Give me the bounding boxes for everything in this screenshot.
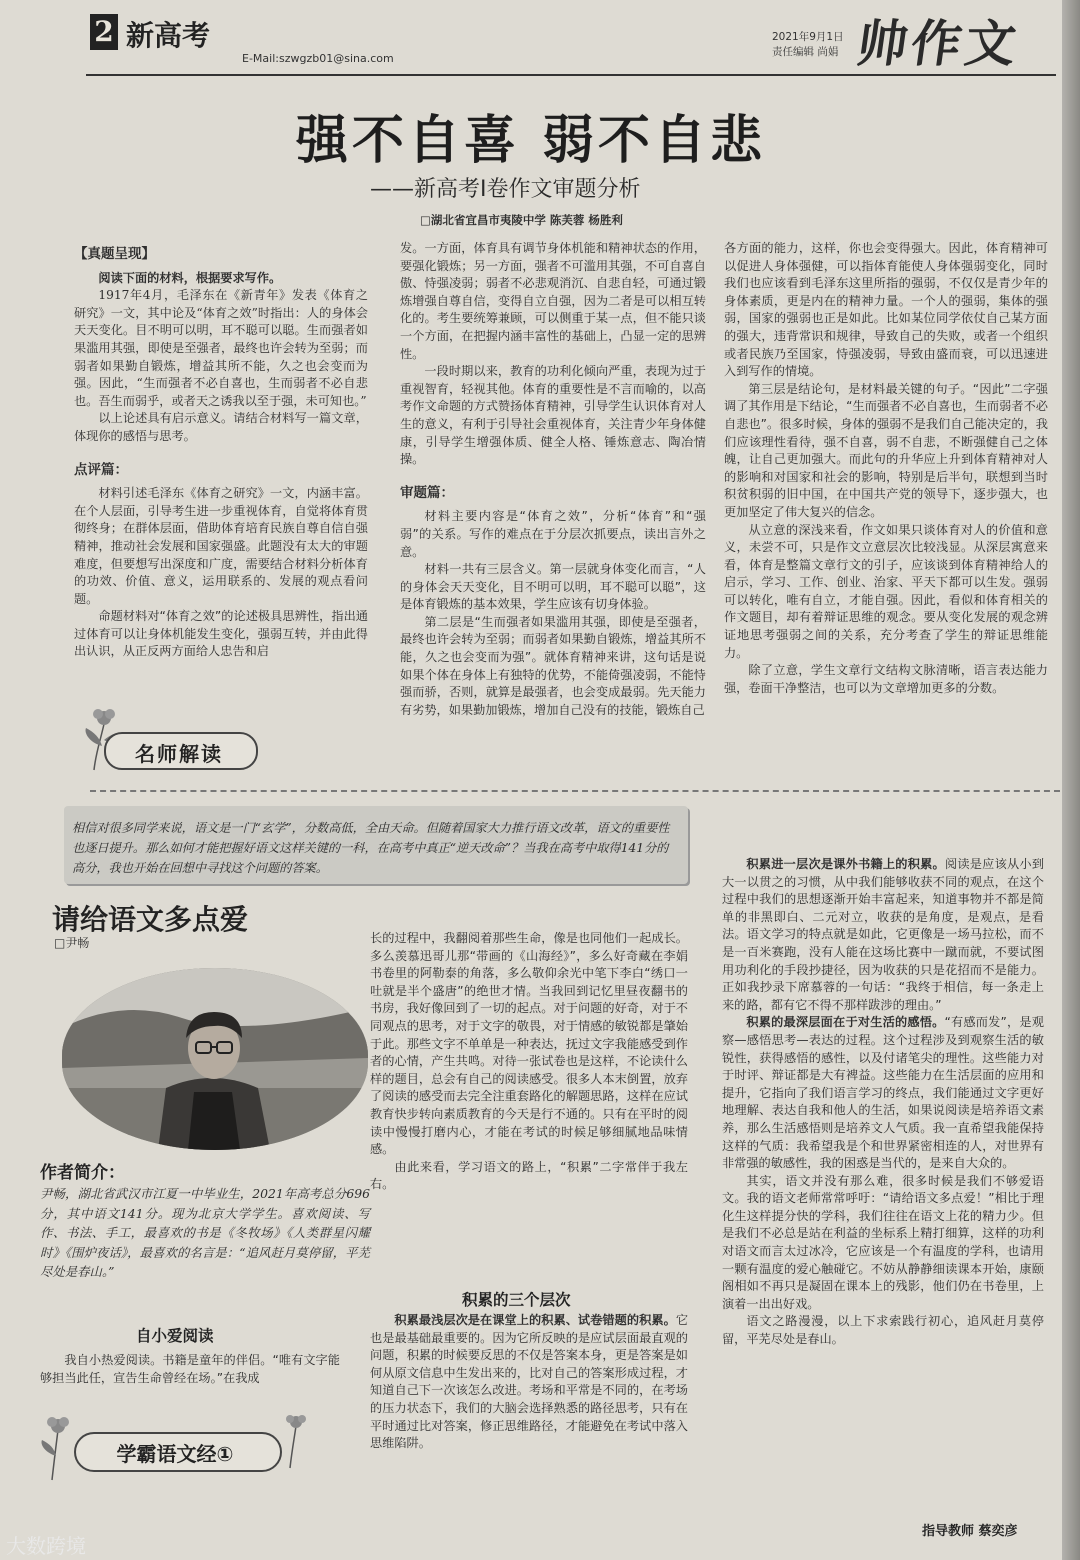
body-text: “有感而发”，是观察—感悟思考—表达的过程。这个过程涉及到观察生活的敏锐性，获得感悟的感性，以及付诸笔尖的理性。这些能力对于时评、辩证都是大有裨益。这些能力在生活层面的应用和提升，它指向了我们语言学习的终点，我们能通过文字更好地理解、表达自我和他人的生活，如果说阅读是培养语文素养，那么生活感悟则是培养文人气质。我一直希望我能保持这样的气质：我希望我是个和世界紧密相连的人，对世界有非常强的敏感性，我的困惑是当代的，是来自大众的。 [722, 1015, 1044, 1171]
article2-left-text [40, 1352, 340, 1387]
body-paragraph [722, 1014, 1044, 1172]
bio-heading: 作者简介： [40, 1163, 125, 1183]
article-author: □湖北省宜昌市夷陵中学 陈芙蓉 杨胜利 [420, 213, 623, 227]
body-paragraph: 材料主要内容是“体育之效”，分析“体育”和“强弱”的关系。写作的难点在于分层次抓要点，读出言外之意。 [400, 509, 706, 559]
body-paragraph: 一段时期以来，教育的功利化倾向严重，表现为过于重视智育，轻视其他。体育的重要性是不言而喻的，以高考作文命题的方式赞扬体育精神，引导学生认识体育对人生的意义，有利于引导社会重视体育，关注青少年身体健康，引导学生增强体质、健全人格、锤炼意志、陶冶情操。 [400, 364, 706, 467]
section-divider [90, 790, 1060, 792]
email: E-Mail:szwgzb01@sina.com [242, 52, 394, 65]
page-edge [1062, 0, 1080, 1560]
body-paragraph: 其实，语文并没有那么难，很多时候是我们不够爱语文。我的语文老师常常呼吁：“请给语文多点爱！”相比于理化生这样提分快的学科，我们往往在语文上花的精力少。但是我们不必总是站在利益的坐标系上精打细算，这样的功利对语文而言太过冰冷，它应该是一个有温度的学科，也请用一颗有温度的爱心触碰它。不妨从静静细读课本开始，康颐阁相如不再只是凝固在课本上的残影，他们仍在书卷里，上演着一出出好戏。 [722, 1173, 1044, 1311]
lead-phrase: 积累最浅层次是在课堂上的积累、试卷错题的积累。 [394, 1313, 676, 1327]
article1-column-2 [400, 240, 706, 719]
body-paragraph: 长的过程中，我翻阅着那些生命，像是也同他们一起成长。多么羡慕迅哥儿那“带画的《山海经》”，多么好奇藏在李娟书卷里的阿勒泰的角落，多么敬仰余光中笔下李白“绣口一吐就是半个盛唐”的绝世才情。当我回到记忆里昼夜翻书的书房，我好像回到了一切的起点。对于问题的好奇，对于不同观点的思考，对于文字的敬畏，对于情感的敏锐都是肇始于此。那些文字不单单是一种表达，抚过文字我能感受到作者的心情，产生共鸣。对待一张试卷也是这样，不论读什么样的题目，总会有自己的阅读感受。很多人本末倒置，放弃了阅读的感受而去完全注重套路化的解题思路，这样在应试教育快步转向素质教育的今天是行不通的。只有在平时的阅读中慢慢打磨内心，才能在考试的时候足够细腻地品味情感。 [370, 931, 688, 1157]
page-number: 2 [90, 14, 118, 50]
editor-text: 责任编辑 尚娟 [772, 46, 839, 58]
prompt-heading: 【真题呈现】 [74, 246, 155, 262]
watermark: 大数跨境 [6, 1534, 86, 1558]
article2-author: □尹畅 [54, 936, 90, 950]
comment-paragraph: 材料引述毛泽东《体育之研究》一文，内涵丰富。在个人层面，引导考生进一步重视体育，自觉将体育贯彻终身；在群体层面，借助体育培育民族自尊自信自强精神，推动社会发展和国家强盛。此题没有太大的审题难度，但要想写出深度和广度，需要结合材料分析体育的功效、价值、意义，运用联系的、发展的观点看问题。 [74, 486, 368, 606]
body-paragraph: 语文之路漫漫，以上下求索践行初心，追风赶月莫停留，平芜尽处是春山。 [722, 1314, 1044, 1347]
comment-paragraph: 命题材料对“体育之效”的论述极具思辨性，指出通过体育可以让身体机能发生变化，强弱互转，并由此得出认识，从正反两方面给人忠告和启 [74, 609, 368, 659]
body-paragraph: 我自小热爱阅读。书籍是童年的伴侣。“唯有文字能够担当此任，宣告生命曾经在场。”在我成 [40, 1353, 340, 1385]
body-paragraph: 除了立意，学生文章行文结构文脉清晰，语言表达能力强，卷面干净整洁，也可以为文章增加更多的分数。 [724, 663, 1048, 695]
body-text: 它也是最基础最重要的。因为它所反映的是应试层面最直观的问题，积累的时候要反思的不仅是答案本身，更是答案是如何从原文信息中生发出来的，比对自己的答案形成过程，才知道自己下一次该怎么改进。考场和平常是不同的，在考场的压力状态下，我们的大脑会选择熟悉的路径思考，只有在平时通过比对答案，修正思维路径，才能避免在考试中落入思维陷阱。 [370, 1313, 688, 1451]
article-title: 强不自喜 弱不自悲 [295, 110, 767, 171]
article2-intro: 相信对很多同学来说，语文是一门“玄学”，分数高低，全由天命。但随着国家大力推行语文改革，语文的重要性也逐日提升。那么如何才能把握好语文这样关键的一科，在高考中真正“逆天改命”？当我在高考中取得141分的高分，我也开始在回想中寻找这个问题的答案。 [72, 821, 670, 875]
subheading-reading: 自小爱阅读 [136, 1327, 214, 1345]
body-paragraph: 材料一共有三层含义。第一层就身体变化而言，“人的身体会天天变化，目不明可以明，耳不聪可以聪”，这是体育锻炼的基本效果，学生应该有切身体验。 [400, 562, 706, 612]
body-paragraph [722, 856, 1044, 1014]
body-paragraph: 发。一方面，体育具有调节身体机能和精神状态的作用，要强化锻炼；另一方面，强者不可滥用其强，不可自喜自傲、恃强凌弱；弱者不必悲观消沉、自悲自轻，可通过锻炼增强自尊自信，变得自立自强，因为二者是可以相互转化的。考生要统筹兼顾，可以侧重于某一点，但不能只谈一个方面，在把握内涵丰富性的基础上，凸显一定的思辨性。 [400, 241, 706, 361]
body-text: 阅读是应该从小到大一以贯之的习惯，从中我们能够收获不同的观点，在这个过程中我们的思想逐渐开始丰富起来，知道事物并不都是简单的非黑即白、二元对立，收获的是角度，是观点，是看法。语文学习的特点就是如此，它更像是一场马拉松，而不是一百米赛跑，没有人能在这场比赛中一蹴而就，不要试图用功利化的手段抄捷径，因为收获的只是花招而不是能力。正如我抄录下席慕蓉的一句话：“我终于相信，每一条走上来的路，都有它不得不那样跋涉的理由。” [722, 857, 1045, 1012]
subheading-levels: 积累的三个层次 [462, 1291, 571, 1309]
lead-phrase: 积累的最深层面在于对生活的感悟。 [746, 1015, 945, 1030]
article-subtitle: ——新高考Ⅰ卷作文审题分析 [370, 177, 641, 202]
article1-column-1 [74, 240, 368, 661]
badge-label: 名师解读 [135, 742, 223, 766]
author-photo [62, 968, 368, 1150]
comment-heading: 点评篇： [74, 461, 128, 478]
article2-middle-column-lower [370, 1312, 688, 1453]
masthead-logo: 帅作文 [853, 14, 1024, 73]
prompt-intro: 阅读下面的材料，根据要求写作。 [98, 270, 282, 285]
review-heading: 审题篇： [400, 484, 454, 501]
body-paragraph: 各方面的能力，这样，你也会变得强大。因此，体育精神可以促进人身体强健，可以指体育能使人身体强弱变化，同时我们也应该看到毛泽东这里所指的强弱，不仅仅是青少年的身体素质，更是内在的精神力量。一个人的强弱，集体的强弱，国家的强弱也正是如此。比如某位同学依仗自己某方面的强大，违背常识和规律，导致自己的失败，或者一个组织或者民族乃至国家，恃强凌弱，导致由盛而衰，可以迅速进入到写作的情境。 [724, 241, 1048, 379]
person-photo [62, 968, 368, 1150]
series-badge [30, 1418, 290, 1488]
date-text: 2021年9月1日 [772, 31, 844, 43]
teacher-reading-badge [74, 702, 264, 772]
article1-column-3 [724, 240, 1048, 697]
body-paragraph [370, 1312, 688, 1453]
issue-date [772, 30, 844, 60]
article2-middle-column [370, 930, 688, 1194]
page-header [86, 8, 1056, 78]
instructor-credit: 指导教师 蔡奕彦 [922, 1524, 1018, 1539]
body-paragraph: 第三层是结论句，是材料最关键的句子。“因此”二字强调了其作用是下结论，“生而强者不必自喜也，生而弱者不必自悲也”。很多时候，身体的强弱不是我们自己能决定的，我们应该理性看待，强不自喜，弱不自悲，不断强健自己之体魄，让自己更加强大。而此句的升华应上升到体育精神对人的影响和对国家和社会的影响，特别是后半句，联想到当时积贫积弱的旧中国，在中国共产党的领导下，逐步强大，也更加坚定了伟大复兴的信念。 [724, 381, 1048, 519]
body-paragraph: 第二层是“生而强者如果滥用其强，即使是至强者，最终也许会转为至弱；而弱者如果勤自锻炼，增益其所不能，久之也会变而为强”。就体育精神来讲，这句话是说如果个体在身体上有独特的优势，不能倚强凌弱，不能恃强而骄，否则，就算是最强者，也会变成最弱。先天能力有劣势，如果勤加锻炼，增加自己没有的技能，锻炼自己 [400, 614, 706, 717]
prompt-text: 1917年4月，毛泽东在《新青年》发表《体育之研究》一文，其中论及“体育之效”时指出：人的身体会天天变化。目不明可以明，耳不聪可以聪。生而强者如果滥用其强，即使是至强者，最终也许会转为至弱；而弱者如果勤自锻炼，增益其所不能，久之也会变而为强。因此，“生而强者不必自喜也，生而弱者不必自悲也。吾生而弱乎，或者天之诱我以至于强，未可知也。” [74, 288, 368, 408]
author-bio: 尹畅，湖北省武汉市江夏一中毕业生，2021年高考总分696分，其中语文141分。现为北京大学学生。喜欢阅读、写作、书法、手工，最喜欢的书是《冬牧场》《人类群星闪耀时》《围炉夜话》，最喜欢的名言是：“追风赶月莫停留，平芜尽处是春山。” [40, 1186, 370, 1279]
article2-right-column [722, 856, 1044, 1349]
article2-title: 请给语文多点爱 [52, 903, 249, 936]
body-paragraph: 从立意的深浅来看，作文如果只谈体育对人的价值和意义，未尝不可，只是作文立意层次比较浅显。从深层寓意来看，体育是整篇文章行文的引子，应该谈到体育精神给人的启示，学习、工作、创业、治家、平天下都可以生发。强弱可以转化，唯有自立，才能自强。因此，看似和体育相关的作文题目，却有着辩证思维的观念。要从变化发展的观念辨证地思考强弱之间的关系，充分考查了学生的辩证思维能力。 [724, 522, 1048, 660]
series-badge-label: 学霸语文经① [116, 1442, 234, 1466]
header-rule [86, 74, 1056, 76]
section-name: 新高考 [126, 19, 211, 52]
prompt-task: 以上论述具有启示意义。请结合材料写一篇文章，体现你的感悟与思考。 [74, 411, 368, 443]
lead-phrase: 积累进一层次是课外书籍上的积累。 [746, 857, 945, 871]
body-paragraph: 由此来看，学习语文的路上，“积累”二字常伴于我左右。 [370, 1159, 688, 1192]
